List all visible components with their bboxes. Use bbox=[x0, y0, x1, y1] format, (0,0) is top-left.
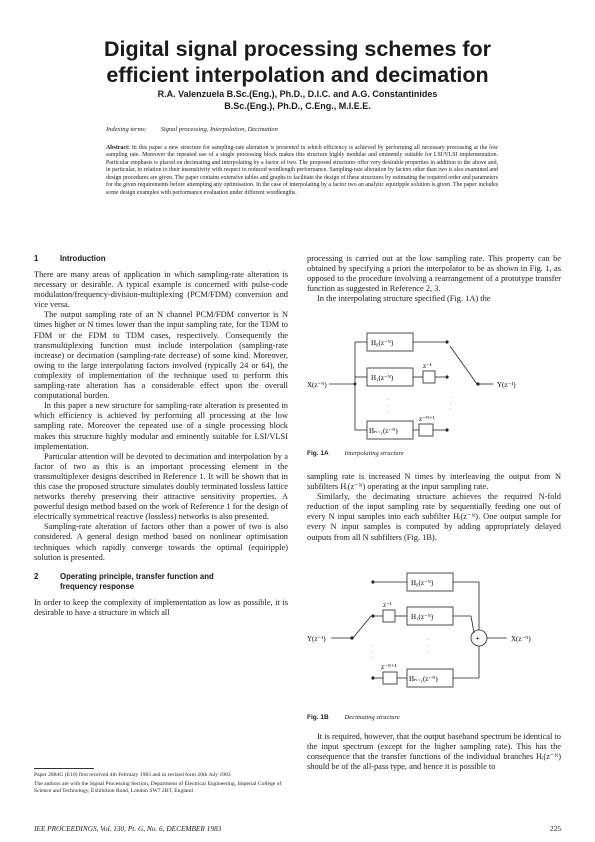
right-column-middle bbox=[307, 472, 561, 543]
right-paragraph-3: sampling rate is increased N times by interleaving the output from N subfilters Hᵢ(z⁻ᴺ) operating at the input sampling rate. bbox=[307, 472, 561, 492]
right-paragraph-4: Similarly, the decimating structure achieves the required N-fold reduction of the input sampling rate by sequentially feeding one out of every N input samples into each subfilter Hᵢ(z⁻ᴺ). One output sample for every N input samples is computed by adding appropriately delayed outputs from all N subfilters (Fig. 1B). bbox=[307, 492, 561, 542]
section-2-title bbox=[60, 572, 214, 592]
figure-1a-caption bbox=[307, 450, 404, 457]
section-1-title: Introduction bbox=[60, 254, 106, 263]
fig1a-h1-label: H₁(z⁻ᴺ) bbox=[371, 374, 394, 382]
indexing-label: Indexing terms: bbox=[106, 126, 147, 133]
fig1b-delay-1-label: z⁻¹ bbox=[383, 601, 392, 609]
footnote-affiliation: The authors are with the Signal Processing Section, Department of Electrical Engineering, Imperial College of Science and Technology, Exhibition Road, London SW7 2BT, England bbox=[34, 781, 282, 794]
intro-paragraph-1: There are many areas of application in which sampling-rate alteration is necessary or desirable. A typical example is concerned with pulse-code modulation/frequency-division-multiplexing (PCM/FDM) conversion and vice versa. bbox=[34, 270, 288, 310]
author-block bbox=[60, 88, 535, 112]
figure-1b-label: Fig. 1B bbox=[307, 714, 329, 721]
fig1b-summer-symbol: + bbox=[475, 634, 481, 643]
svg-text:.: . bbox=[427, 642, 429, 648]
svg-text:.: . bbox=[387, 408, 389, 414]
fig1b-input-label: Y(z⁻¹) bbox=[307, 635, 326, 643]
footnote bbox=[34, 768, 288, 797]
section-2-title-line-2: frequency response bbox=[60, 581, 135, 591]
fig1b-hn-label: Hₙ₋₁(z⁻ᴺ) bbox=[409, 675, 438, 683]
section-2-number: 2 bbox=[34, 571, 39, 581]
section-2-paragraph-1: In order to keep the complexity of implementation as low as possible, it is desirable to have a structure in which all bbox=[34, 597, 288, 617]
fig1a-delay-1-label: z⁻¹ bbox=[423, 362, 432, 370]
fig1b-h0-label: H₀(z⁻ᴺ) bbox=[411, 579, 434, 587]
footnote-received: Paper 2884G (E10) first received 4th February 1983 and in revised form 20th July 1983 bbox=[34, 772, 231, 778]
intro-paragraph-5: Sampling-rate alteration of factors other than a power of two is also considered. A general design method based on nonlinear optimisation techniques which rapidly converge towards the optimal (equiripple) solution is presented. bbox=[34, 522, 288, 562]
abstract-text: In this paper a new structure for sampling-rate alteration is presented in which efficiency is achieved by performing all necessary processing at the low sampling rate. Moreover the repeated use of a single processing block makes this structure highly modular and eminently suitable for LSI/VLSI implementation. Particular emphasis is placed on decimating and interpolating by a factor of two. The proposed structures offer very desirable properties in addition to the above and, in particular, in relation to their insensitivity with respect to reduced wordlength performance. Sampling-rate alteration by factors other than two is also examined and design procedures are given. The paper contains extensive tables and graphs to facilitate the design of these structures by estimating the required order and parameters for the given requirements before attempting any optimisation. In the case of interpolating by a factor two an analytic equiripple solution is given. The paper includes some design examples with performance evaluation under different wordlengths. bbox=[106, 145, 498, 196]
abstract-label: Abstract: bbox=[106, 145, 130, 151]
fig1a-hn-label: Hₙ₋₁(z⁻ᴺ) bbox=[369, 427, 398, 435]
intro-paragraph-4: Particular attention will be devoted to decimation and interpolation by a factor of two as this is an important processing element in the transmultiplexer designs described in Reference 1. It will be shown that in this case the proposed structure simulates doubly terminated lossless lattice networks thereby preserving their attractive sensitivity properties. A powerful design method based on the work of Reference 1 for the design of electrically symmetrical reactive (lossless) networks is also presented. bbox=[34, 451, 288, 522]
section-2-heading bbox=[34, 572, 288, 592]
page-footer bbox=[34, 824, 561, 833]
page-number: 225 bbox=[550, 824, 561, 833]
title-line-1: Digital signal processing schemes for bbox=[103, 37, 492, 61]
fig1b-output-label: X(z⁻ᴺ) bbox=[511, 635, 531, 643]
intro-paragraph-2: The output sampling rate of an N channel PCM/FDM convertor is N times higher or N times lower than the input sampling rate, for the TDM to FDM or the FDM to TDM cases, respectively. Consequently the transmultiplexing function must include interpolation (sampling-rate increase) or decimation (sampling-rate decrease) of some kind. Moreover, owing to the large interpolating factors involved (typically 24 or 64), the complexity of implementation of the technique used to perform this sampling-rate alteration has a considerable effect upon the overall computational burden. bbox=[34, 310, 288, 401]
right-column-bottom bbox=[307, 732, 561, 772]
abstract bbox=[106, 145, 498, 197]
figure-1b bbox=[307, 568, 561, 700]
svg-text:.: . bbox=[371, 642, 373, 648]
fig1b-delay-n-label: z⁻ᴺ⁺¹ bbox=[381, 663, 397, 671]
svg-text:.: . bbox=[387, 402, 389, 408]
paper-title bbox=[40, 36, 555, 88]
title-line-2: efficient interpolation and decimation bbox=[106, 63, 489, 87]
svg-text:.: . bbox=[371, 654, 373, 660]
fig1a-h0-label: H₀(z⁻ᴺ) bbox=[371, 339, 394, 347]
figure-1a-label: Fig. 1A bbox=[307, 450, 329, 457]
right-paragraph-1: processing is carried out at the low sampling rate. This property can be obtained by specifying a priori the interpolator to be as shown in Fig. 1, as opposed to the procedure involving a rearrangement of a prototype transfer function as suggested in Reference 2, 3. bbox=[307, 254, 561, 294]
svg-text:.: . bbox=[450, 400, 452, 406]
figure-1a bbox=[307, 326, 561, 444]
authors-line-2: B.Sc.(Eng.), Ph.D., C.Eng., M.I.E.E. bbox=[224, 101, 371, 111]
intro-paragraph-3: In this paper a new structure for sampling-rate alteration is presented in which efficiency is achieved by performing all processing at the low sampling rate. Moreover the repeated use of a single processing block makes this structure highly modular and eminently suitable for LSI/VLSI implementation. bbox=[34, 401, 288, 451]
figure-1b-caption-text: Decimating structure bbox=[344, 714, 400, 721]
figure-1a-caption-text: Interpolating structure bbox=[344, 450, 404, 457]
indexing-terms bbox=[106, 126, 278, 133]
indexing-terms-list: Signal processing, Interpolation, Decimation bbox=[160, 126, 278, 133]
figure-1b-caption bbox=[307, 714, 400, 721]
svg-text:.: . bbox=[427, 636, 429, 642]
right-paragraph-5: It is required, however, that the output baseband spectrum be identical to the input spectrum (except for the higher sampling rate). This has the consequence that the transfer functions of the individual branches Hᵢ(z⁻ᴺ) should be of the all-pass type, and hence it is possible to bbox=[307, 732, 561, 772]
fig1a-output-label: Y(z⁻¹) bbox=[497, 381, 516, 389]
fig1a-delay-n-label: z⁻ᴺ⁺¹ bbox=[419, 415, 435, 423]
fig1b-h1-label: H₁(z⁻ᴺ) bbox=[411, 613, 434, 621]
right-paragraph-2: In the interpolating structure specified (Fig. 1A) the bbox=[317, 294, 491, 304]
svg-text:.: . bbox=[387, 396, 389, 402]
svg-text:.: . bbox=[450, 406, 452, 412]
authors-line-1: R.A. Valenzuela B.Sc.(Eng.), Ph.D., D.I.C. and A.G. Constantinides bbox=[157, 89, 438, 99]
svg-text:.: . bbox=[371, 648, 373, 654]
svg-text:.: . bbox=[427, 648, 429, 654]
left-column bbox=[34, 254, 288, 618]
fig1a-input-label: X(z⁻ᴺ) bbox=[307, 381, 327, 389]
svg-text:.: . bbox=[450, 394, 452, 400]
journal-reference: IEE PROCEEDINGS, Vol. 130, Pt. G, No. 6, DECEMBER 1983 bbox=[34, 824, 222, 833]
right-column-top bbox=[307, 254, 561, 304]
section-1-heading bbox=[34, 254, 288, 264]
footnote-rule bbox=[34, 768, 94, 769]
section-2-title-line-1: Operating principle, transfer function and bbox=[60, 571, 214, 581]
section-1-number: 1 bbox=[34, 254, 39, 263]
